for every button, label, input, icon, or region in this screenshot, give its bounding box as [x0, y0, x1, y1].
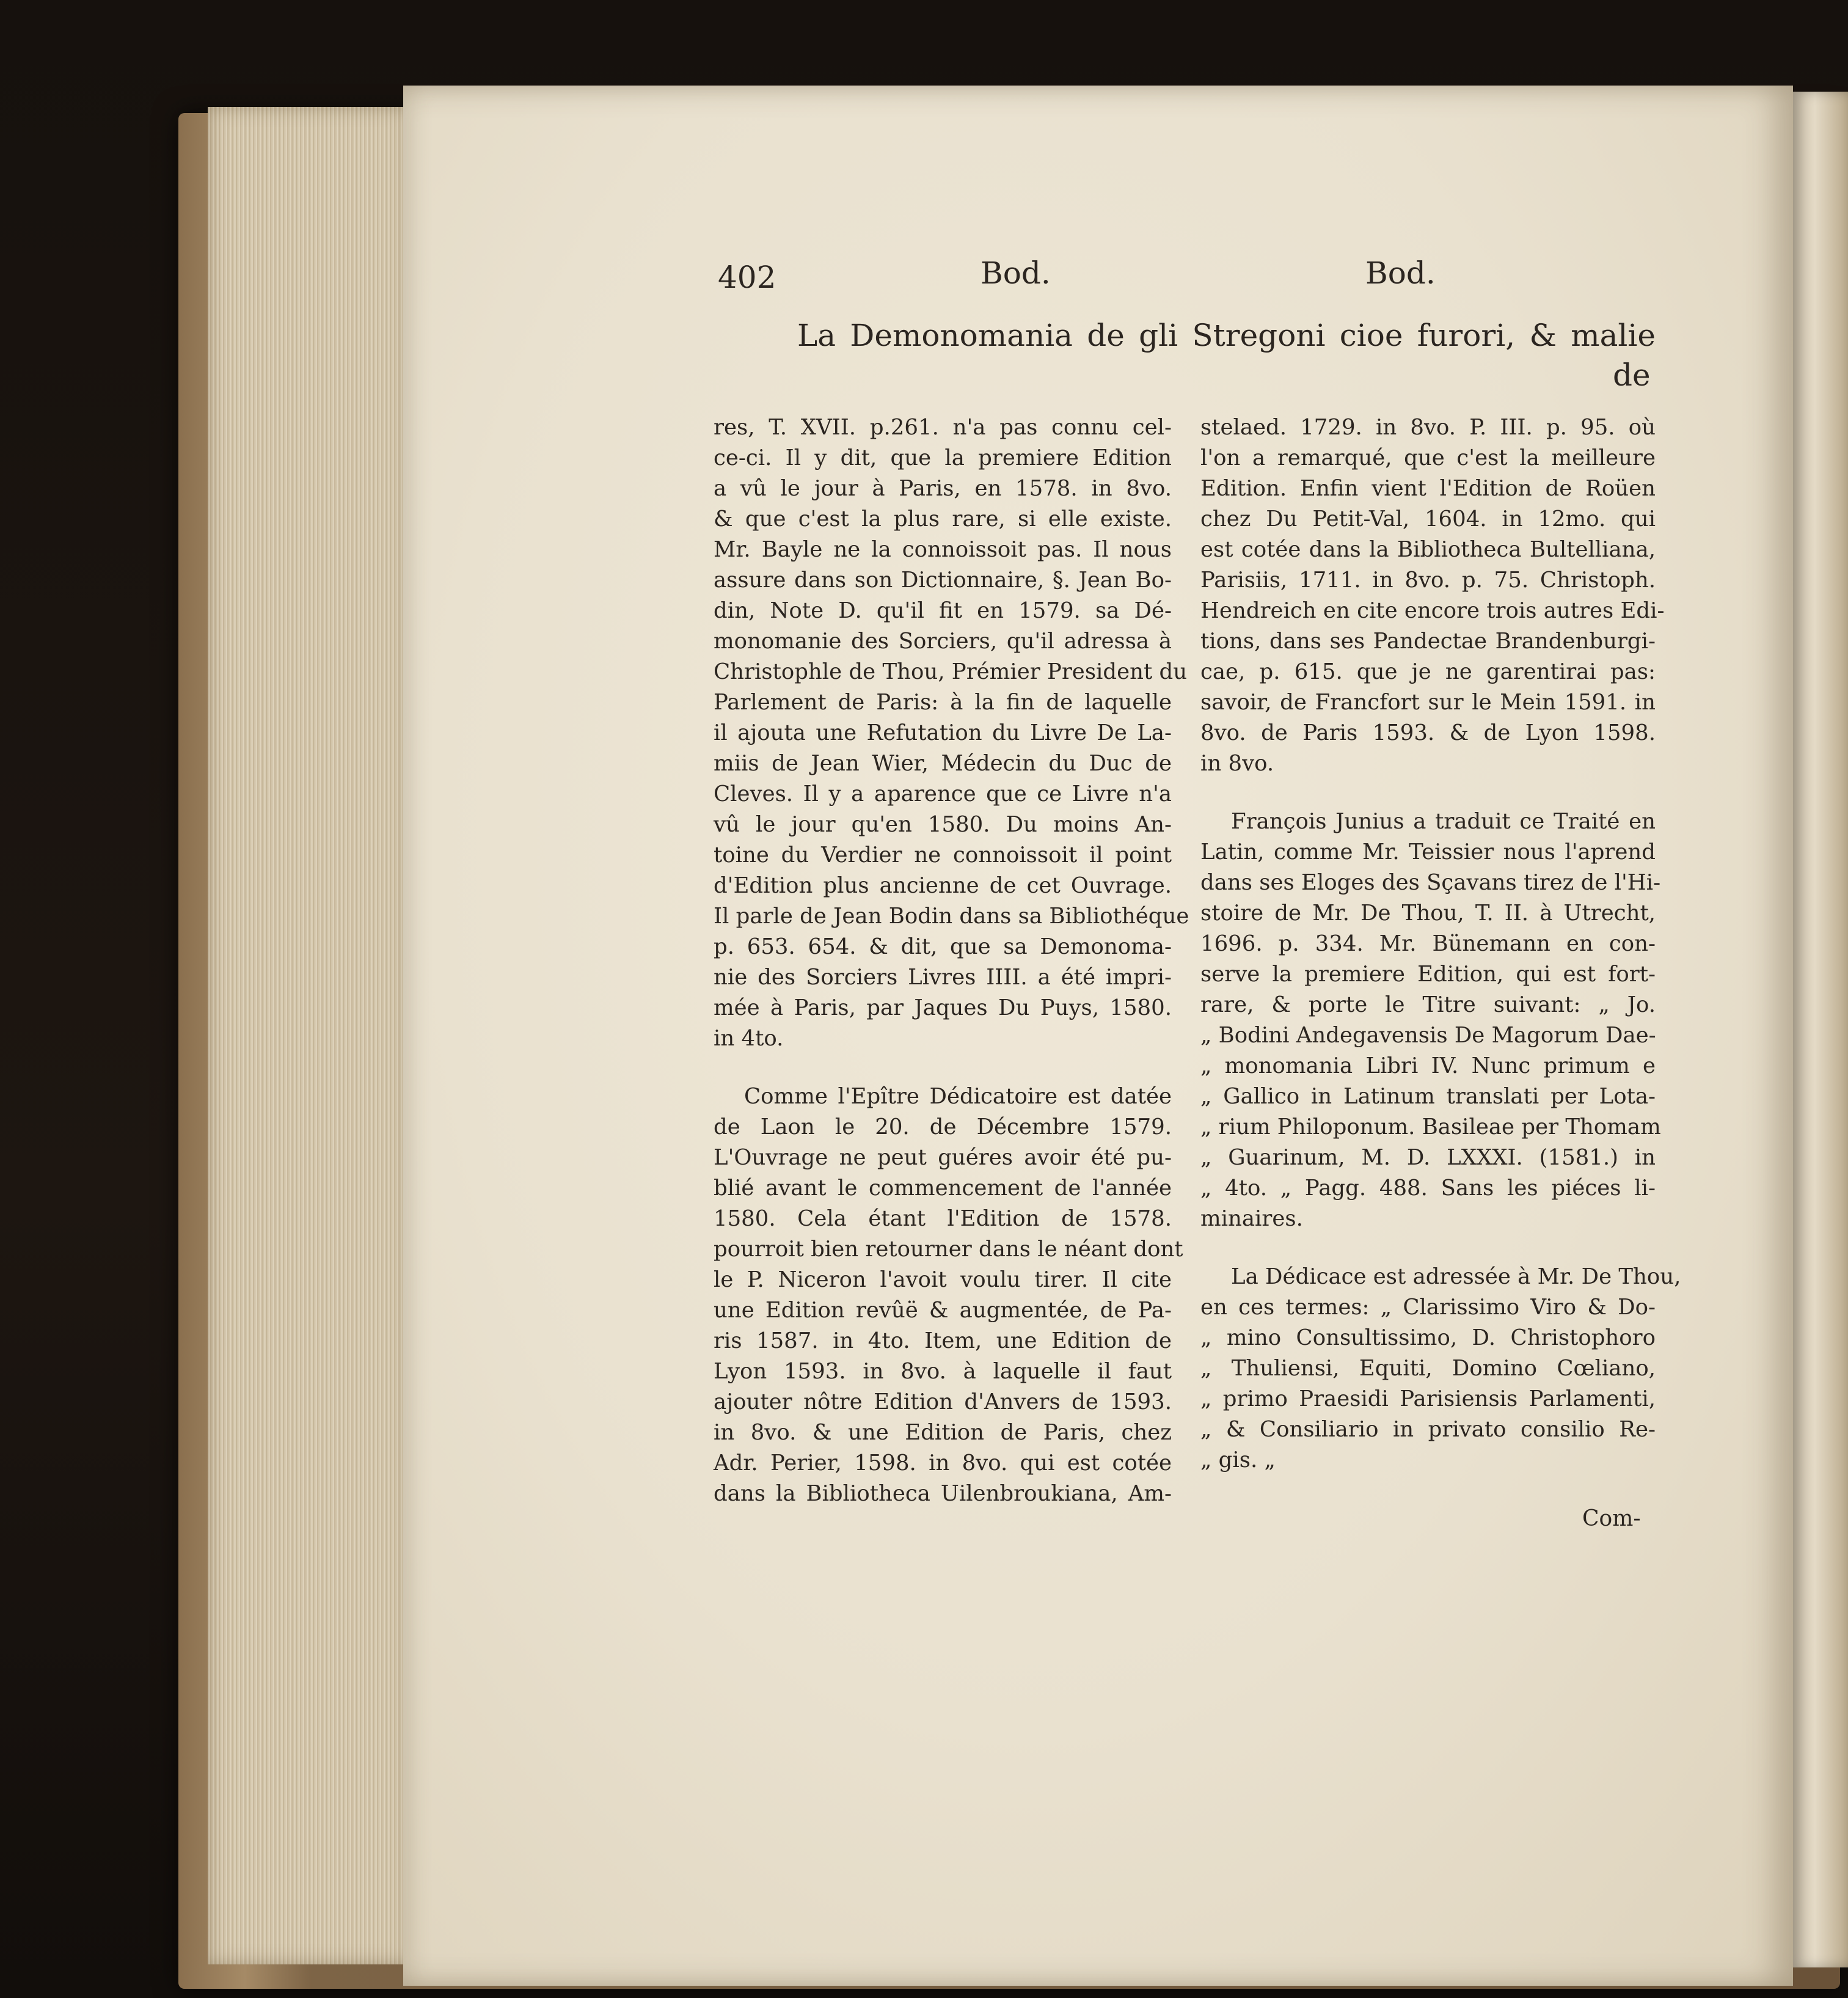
text-line: rare, & porte le Titre suivant: „ Jo. [1200, 992, 1656, 1017]
text-line: stelaed. 1729. in 8vo. P. III. p. 95. où [1200, 415, 1656, 440]
text-line: est cotée dans la Bibliotheca Bultelliana, [1200, 537, 1656, 562]
text-line: Il parle de Jean Bodin dans sa Bibliothéque [714, 904, 1189, 929]
text-line: res, T. XVII. p.261. n'a pas connu cel- [714, 415, 1172, 440]
text-line: Adr. Perier, 1598. in 8vo. qui est cotée [714, 1451, 1172, 1476]
text-line: Latin, comme Mr. Teissier nous l'aprend [1200, 840, 1656, 865]
text-line: dans ses Eloges des Sçavans tirez de l'Hi- [1200, 870, 1661, 895]
text-line: L'Ouvrage ne peut guéres avoir été pu- [714, 1145, 1172, 1170]
text-line: tions, dans ses Pandectae Brandenburgi- [1200, 629, 1656, 654]
text-line: „ rium Philoponum. Basileae per Thomam [1200, 1114, 1661, 1140]
text-line: in 4to. [714, 1026, 784, 1051]
text-line: Lyon 1593. in 8vo. à laquelle il faut [714, 1359, 1172, 1384]
text-line: savoir, de Francfort sur le Mein 1591. in [1200, 690, 1656, 715]
text-line: Mr. Bayle ne la connoissoit pas. Il nous [714, 537, 1172, 562]
text-line: din, Note D. qu'il fit en 1579. sa Dé- [714, 598, 1172, 623]
text-line: de Laon le 20. de Décembre 1579. [714, 1114, 1172, 1140]
text-line: nie des Sorciers Livres IIII. a été impri- [714, 965, 1172, 990]
entry-title-continuation: de [1613, 357, 1651, 393]
text-line: „ gis. „ [1200, 1447, 1276, 1473]
text-line: p. 653. 654. & dit, que sa Demonoma- [714, 934, 1172, 959]
text-line: „ Bodini Andegavensis De Magorum Dae- [1200, 1023, 1656, 1048]
right-column [1200, 412, 1681, 1476]
text-line: Parlement de Paris: à la fin de laquelle [714, 690, 1172, 715]
text-line: ris 1587. in 4to. Item, une Edition de [714, 1328, 1172, 1353]
text-line: chez Du Petit-Val, 1604. in 12mo. qui [1200, 507, 1656, 532]
page-edges [208, 107, 411, 1964]
text-line: La Dédicace est adressée à Mr. De Thou, [1231, 1264, 1681, 1289]
page-number: 402 [718, 260, 776, 295]
running-header-right: Bod. [1365, 255, 1436, 291]
text-line: mée à Paris, par Jaques Du Puys, 1580. [714, 995, 1172, 1020]
text-line: a vû le jour à Paris, en 1578. in 8vo. [714, 476, 1172, 501]
text-line: d'Edition plus ancienne de cet Ouvrage. [714, 873, 1172, 898]
text-line: une Edition revûë & augmentée, de Pa- [714, 1298, 1172, 1323]
text-line: ajouter nôtre Edition d'Anvers de 1593. [714, 1389, 1172, 1414]
text-line: en ces termes: „ Clarissimo Viro & Do- [1200, 1295, 1656, 1320]
left-column [714, 412, 1189, 1509]
text-line: & que c'est la plus rare, si elle existe. [714, 507, 1172, 532]
text-line: Christophle de Thou, Prémier President du [714, 659, 1188, 684]
text-line: il ajouta une Refutation du Livre De La- [714, 720, 1172, 745]
text-line: Hendreich en cite encore trois autres Edi- [1200, 598, 1665, 623]
text-line: „ Thuliensi, Equiti, Domino Cœliano, [1200, 1356, 1656, 1381]
text-line: 1696. p. 334. Mr. Bünemann en con- [1200, 931, 1656, 956]
text-line: Cleves. Il y a aparence que ce Livre n'a [714, 781, 1172, 807]
text-line: serve la premiere Edition, qui est fort- [1200, 962, 1656, 987]
text-line: Edition. Enfin vient l'Edition de Roüen [1200, 476, 1656, 501]
text-line: 8vo. de Paris 1593. & de Lyon 1598. [1200, 720, 1656, 745]
text-line: vû le jour qu'en 1580. Du moins An- [714, 812, 1172, 837]
text-line: monomanie des Sorciers, qu'il adressa à [714, 629, 1172, 654]
text-line: l'on a remarqué, que c'est la meilleure [1200, 445, 1656, 470]
text-line: le P. Niceron l'avoit voulu tirer. Il cite [714, 1267, 1172, 1292]
text-line: 1580. Cela étant l'Edition de 1578. [714, 1206, 1172, 1231]
text-line: stoire de Mr. De Thou, T. II. à Utrecht, [1200, 901, 1656, 926]
text-line: „ Gallico in Latinum translati per Lota- [1200, 1084, 1656, 1109]
text-line: „ monomania Libri IV. Nunc primum e [1200, 1053, 1656, 1078]
text-line: Parisiis, 1711. in 8vo. p. 75. Christoph. [1200, 568, 1656, 593]
facing-page-edge [1793, 92, 1848, 1967]
text-line: dans la Bibliotheca Uilenbroukiana, Am- [714, 1481, 1172, 1506]
text-line: „ Guarinum, M. D. LXXXI. (1581.) in [1200, 1145, 1656, 1170]
text-line: ce-ci. Il y dit, que la premiere Edition [714, 445, 1172, 470]
text-line: „ 4to. „ Pagg. 488. Sans les piéces li- [1200, 1176, 1656, 1201]
text-line: assure dans son Dictionnaire, §. Jean Bo- [714, 568, 1172, 593]
text-line: pourroit bien retourner dans le néant dont [714, 1237, 1183, 1262]
text-line: „ primo Praesidi Parisiensis Parlamenti, [1200, 1386, 1656, 1411]
text-line: „ & Consiliario in privato consilio Re- [1200, 1417, 1656, 1442]
text-line: blié avant le commencement de l'année [714, 1176, 1172, 1201]
text-line: Comme l'Epître Dédicatoire est datée [744, 1084, 1172, 1109]
text-line: „ mino Consultissimo, D. Christophoro [1200, 1325, 1656, 1350]
text-line: minaires. [1200, 1206, 1303, 1231]
text-line: cae, p. 615. que je ne garentirai pas: [1200, 659, 1656, 684]
text-line: François Junius a traduit ce Traité en [1231, 809, 1656, 834]
running-header-left: Bod. [981, 255, 1051, 291]
entry-title: La Demonomania de gli Stregoni cioe furori, & malie [797, 318, 1656, 353]
text-line: in 8vo. & une Edition de Paris, chez [714, 1420, 1172, 1445]
text-line: in 8vo. [1200, 751, 1274, 776]
text-line: toine du Verdier ne connoissoit il point [714, 843, 1172, 868]
catchword: Com- [1582, 1506, 1641, 1531]
text-line: miis de Jean Wier, Médecin du Duc de [714, 751, 1172, 776]
